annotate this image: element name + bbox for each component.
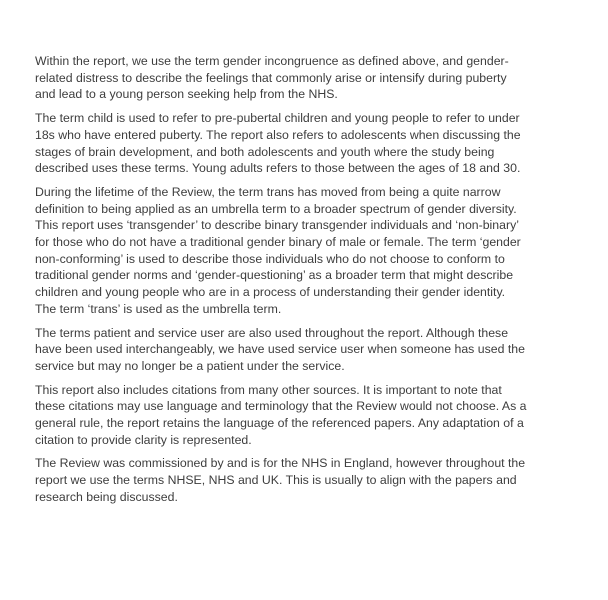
paragraph-terminology-trans: During the lifetime of the Review, the term trans has moved from being a quite narrow definition to being applied as an umbrella term to a broader spectrum of gender diversity. This report uses ‘transgender’ to describe binary transgender individuals and ‘non-binary’ for those who do not have a traditional gender binary of male or female. The term ‘gender non-conforming’ is used to describe those individuals who do not choose to conform to traditional gender norms and ‘gender-questioning’ as a broader term that might describe children and young people who are in a process of understanding their gender identity. The term ‘trans’ is used as the umbrella term. [35,184,521,316]
paragraph-terminology-patient-service-user: The terms patient and service user are also used throughout the report. Although these have been used interchangeably, we have used service user when someone has used the service but may no longer be a patient under the service. [35,325,525,373]
paragraph-nhs-england: The Review was commissioned by and is for the NHS in England, however throughout the report we use the terms NHSE, NHS and UK. This is usually to align with the papers and research being discussed. [35,456,526,504]
paragraph-terminology-child: The term child is used to refer to pre-pubertal children and young people to refer to under 18s who have entered puberty. The report also refers to adolescents when discussing the stages of brain development, and both adolescents and youth where the study being described uses these terms. Young adults refers to those between the ages of 18 and 30. [35,111,521,176]
paragraph-citations: This report also includes citations from many other sources. It is important to note that these citations may use language and terminology that the Review would not choose. As a general rule, the report retains the language of the referenced papers. Any adaptation of a citation to provide clarity is represented. [35,382,527,447]
paragraph-terminology-gender-incongruence: Within the report, we use the term gender incongruence as defined above, and gender-related distress to describe the feelings that commonly arise or intensify during puberty and lead to a young person seeking help from the NHS. [35,54,509,102]
text-column [35,53,527,506]
